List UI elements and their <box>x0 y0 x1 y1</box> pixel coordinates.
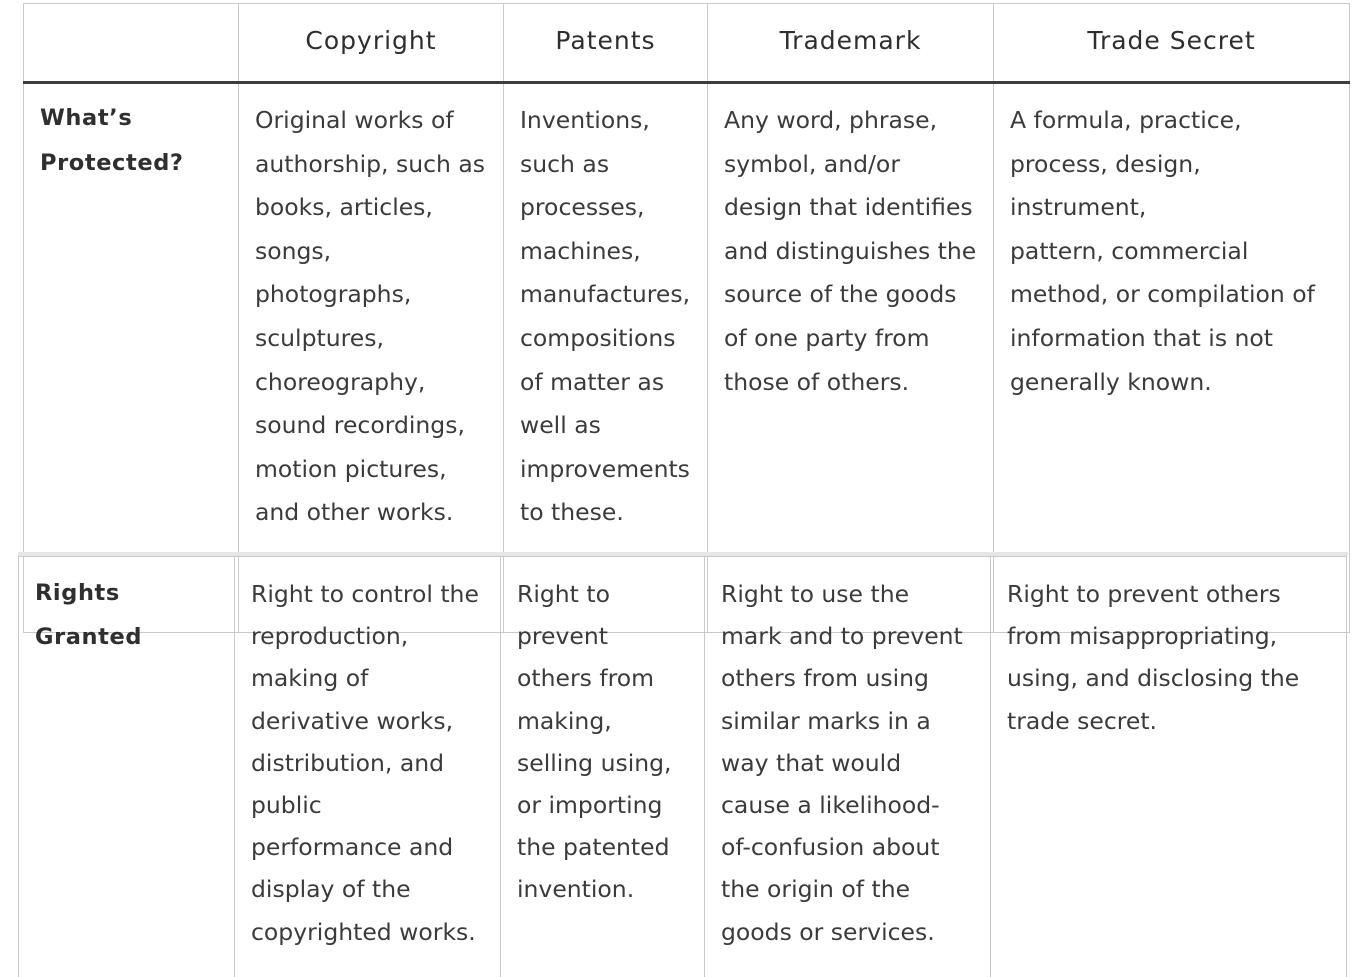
cell-trade-secret-protected: A formula, practice, process, design, instrument, pattern, commercial method, or compilation of information that is not generally known. <box>994 83 1350 633</box>
header-row <box>24 4 1350 83</box>
cell-copyright-protected: Original works of authorship, such as books, articles, songs, photographs, sculptures, choreography, sound recordings, motion pictures, and other works. <box>239 83 504 633</box>
header-patents: Patents <box>504 4 708 83</box>
header-empty-cell <box>24 4 239 83</box>
cell-trade-secret-rights: Right to prevent others from misappropriating, using, and disclosing the trade secret. <box>991 557 1347 977</box>
header-copyright: Copyright <box>239 4 504 83</box>
cell-trademark-rights: Right to use the mark and to prevent others from using similar marks in a way that would cause a likelihood- of-confusion about the origin of the goods or services. <box>705 557 991 977</box>
cell-patents-protected: Inventions, such as processes, machines, manufactures, compositions of matter as well as improvements to these. <box>504 83 708 633</box>
cell-copyright-rights: Right to control the reproduction, making of derivative works, distribution, and public performance and display of the copyrighted works. <box>235 557 501 977</box>
cell-trademark-protected: Any word, phrase, symbol, and/or design that identifies and distinguishes the source of the goods of one party from those of others. <box>708 83 994 633</box>
cell-patents-rights: Right to prevent others from making, selling using, or importing the patented invention. <box>501 557 705 977</box>
ip-comparison-table-bottom <box>18 556 1347 977</box>
header-trade-secret: Trade Secret <box>994 4 1350 83</box>
header-trademark: Trademark <box>708 4 994 83</box>
ip-comparison-table-top <box>23 3 1350 633</box>
table-row-rights-granted <box>19 557 1347 977</box>
row-label-whats-protected: What’s Protected? <box>24 83 239 633</box>
row-label-rights-granted: Rights Granted <box>19 557 235 977</box>
table-row-whats-protected <box>24 83 1350 633</box>
